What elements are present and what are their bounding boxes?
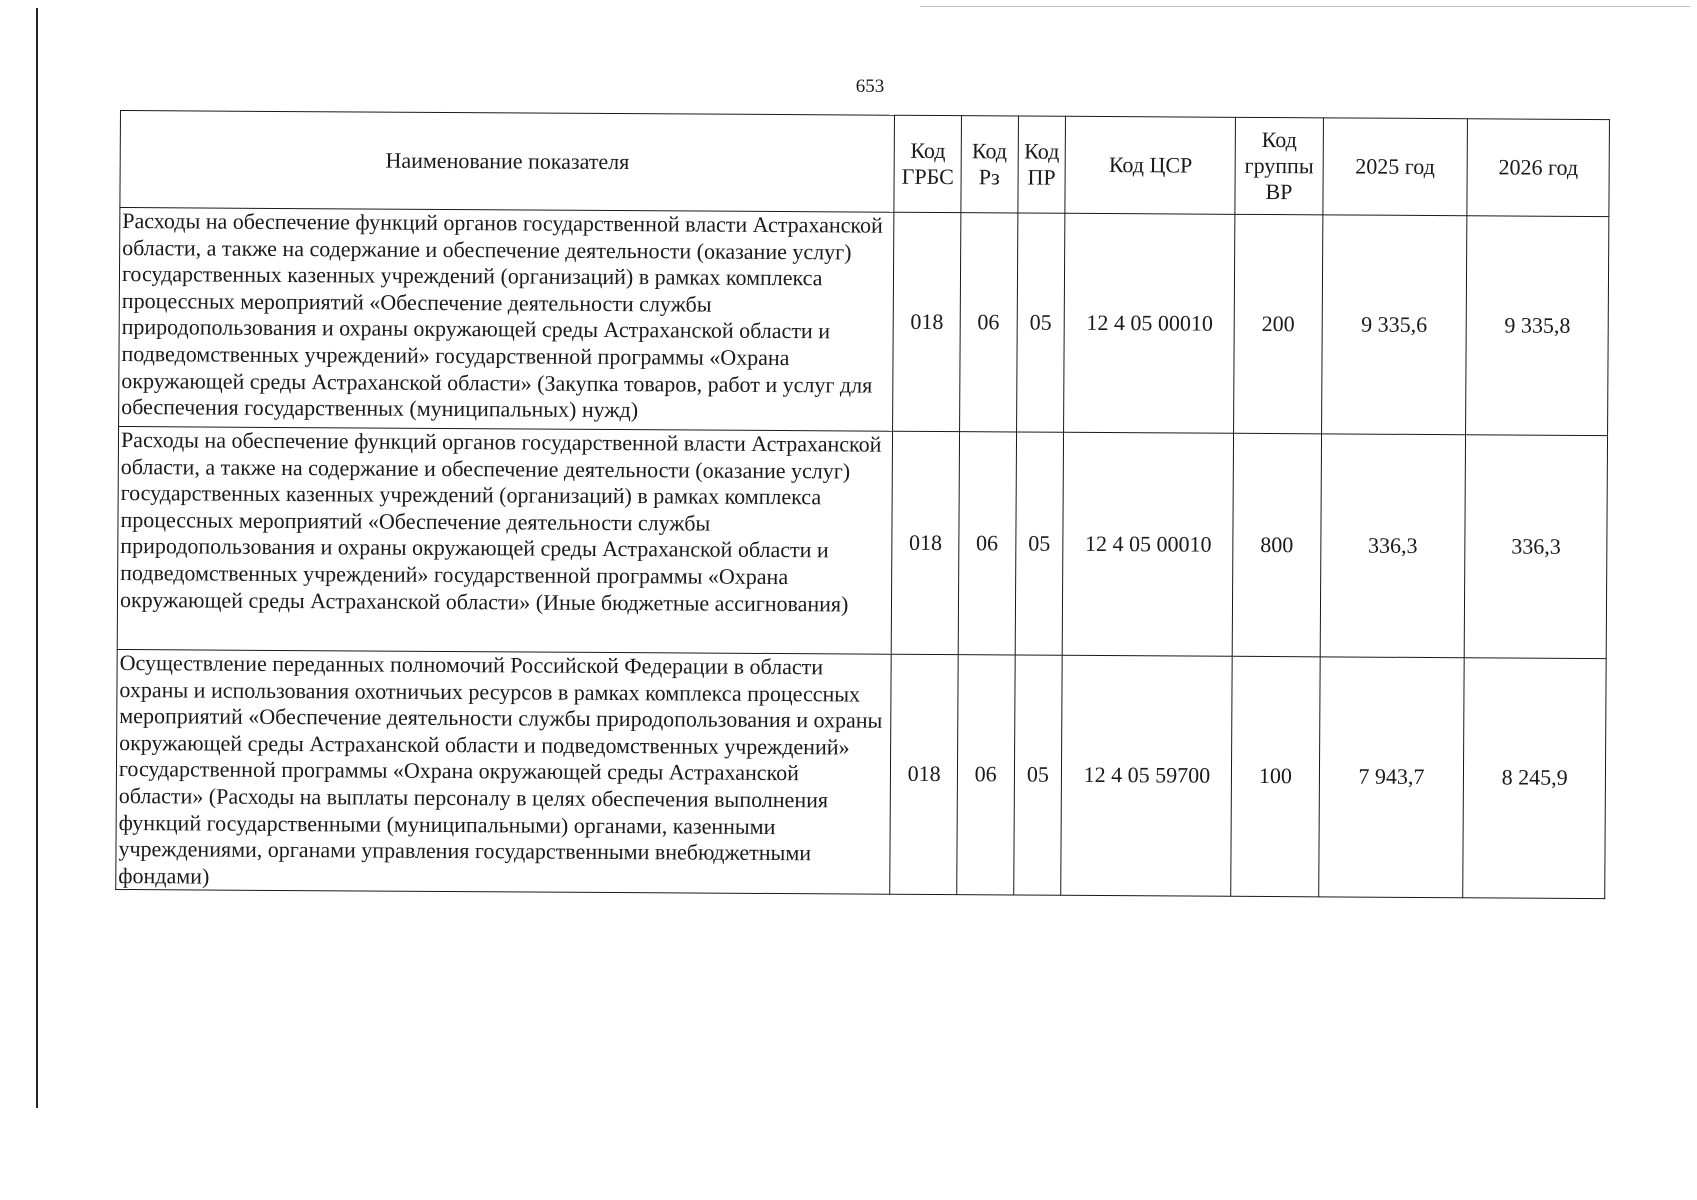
- header-csr: Код ЦСР: [1065, 116, 1236, 214]
- header-rz: Код Рз: [961, 116, 1018, 213]
- scan-top-edge-line: [920, 6, 1690, 7]
- cell-csr: 12 4 05 00010: [1063, 432, 1234, 656]
- cell-vr: 100: [1231, 656, 1320, 897]
- cell-grbs: 018: [890, 654, 958, 895]
- page-number: 653: [855, 76, 885, 97]
- cell-2026: 336,3: [1465, 435, 1608, 659]
- cell-2026: 8 245,9: [1463, 658, 1606, 899]
- cell-name: Расходы на обеспечение функций органов государственной власти Астраханской области, а также на содержание и обеспечение деятельности (оказание услуг) государственных казенных учреждений (организаций) в рамках комплекса процессных мероприятий «Обеспечение деятельности службы природопользования и охраны окружающей среды Астраханской области и подведомственных учреждений» государственной программы «Охрана окружающей среды Астраханской области» (Иные бюджетные ассигнования): [117, 426, 893, 654]
- header-grbs: Код ГРБС: [894, 115, 961, 212]
- cell-name: Осуществление переданных полномочий Российской Федерации в области охраны и использования охотничьих ресурсов в рамках комплекса процессных мероприятий «Обеспечение деятельности службы природопользования и охраны окружающей среды Астраханской области и подведомственных учреждений» государственной программы «Охрана окружающей среды Астраханской области» (Расходы на выплаты персоналу в целях обеспечения выполнения функций государственными (муниципальными) органами, казенными учреждениями, органами управления государственными внебюджетными фондами): [116, 649, 892, 894]
- table-header-row: [120, 111, 1610, 217]
- cell-2026: 9 335,8: [1466, 216, 1609, 436]
- cell-name: Расходы на обеспечение функций органов государственной власти Астраханской области, а также на содержание и обеспечение деятельности (оказание услуг) государственных казенных учреждений (организаций) в рамках комплекса процессных мероприятий «Обеспечение деятельности службы природопользования и охраны окружающей среды Астраханской области и подведомственных учреждений» государственной программы «Охрана окружающей среды Астраханской области» (Закупка товаров, работ и услуг для обеспечения государственных (муниципальных) нужд): [119, 208, 895, 432]
- cell-2025: 9 335,6: [1321, 215, 1467, 435]
- cell-rz: 06: [959, 213, 1017, 432]
- cell-pr: 05: [1013, 655, 1062, 896]
- header-name: Наименование показателя: [120, 111, 895, 213]
- table-row: [117, 426, 1607, 658]
- cell-rz: 06: [957, 655, 1015, 896]
- cell-rz: 06: [958, 432, 1016, 655]
- header-2026: 2026 год: [1467, 119, 1609, 217]
- cell-vr: 800: [1233, 433, 1321, 657]
- cell-pr: 05: [1016, 213, 1065, 432]
- cell-grbs: 018: [892, 431, 960, 654]
- budget-table: [115, 110, 1610, 899]
- table-row: [116, 649, 1606, 898]
- cell-vr: 200: [1234, 214, 1322, 434]
- header-vr: Код группы ВР: [1235, 117, 1323, 215]
- table-row: [119, 208, 1609, 436]
- header-2025: 2025 год: [1322, 118, 1467, 216]
- cell-csr: 12 4 05 59700: [1061, 655, 1232, 896]
- cell-grbs: 018: [893, 212, 961, 431]
- cell-2025: 7 943,7: [1318, 657, 1464, 898]
- cell-csr: 12 4 05 00010: [1064, 213, 1235, 433]
- cell-pr: 05: [1015, 432, 1064, 655]
- cell-2025: 336,3: [1320, 434, 1466, 658]
- scan-margin-line: [36, 8, 38, 1108]
- header-pr: Код ПР: [1017, 116, 1066, 213]
